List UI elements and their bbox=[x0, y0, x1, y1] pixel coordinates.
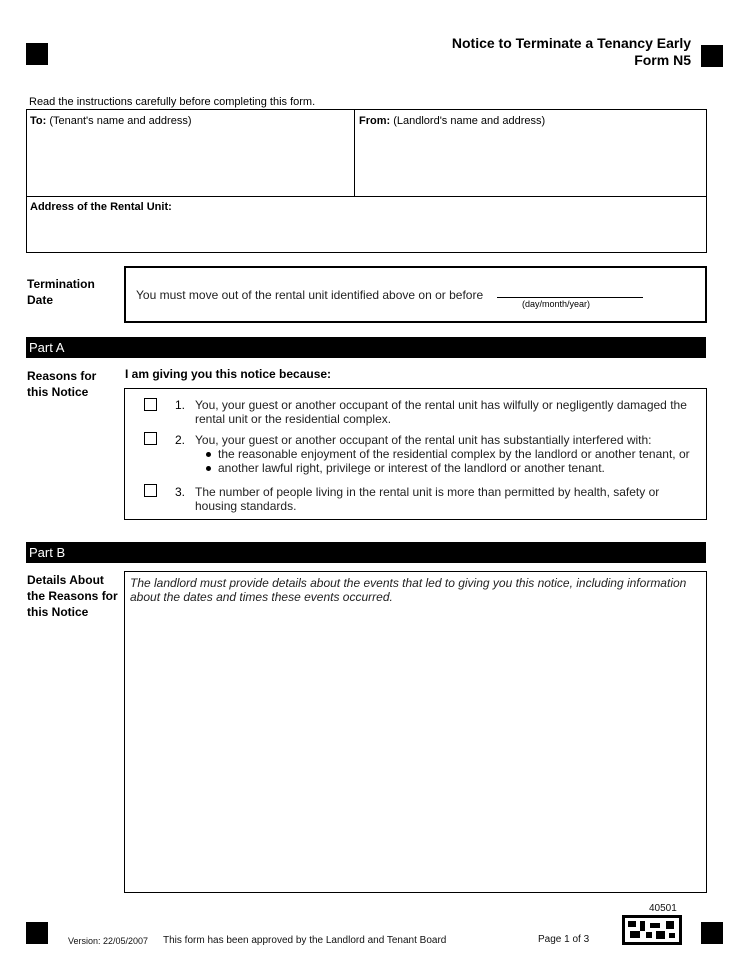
termination-date-text: You must move out of the rental unit identified above on or before bbox=[136, 288, 484, 302]
form-title-line2: Form N5 bbox=[634, 52, 691, 68]
page-number: Page 1 of 3 bbox=[538, 934, 590, 945]
reason-2-bullet-2-text: another lawful right, privilege or interest of the landlord or another tenant. bbox=[218, 461, 605, 475]
reason-3-checkbox[interactable] bbox=[144, 484, 157, 497]
instructions-text: Read the instructions carefully before completing this form. bbox=[29, 96, 316, 108]
termination-date-label: Termination Date bbox=[27, 277, 95, 307]
form-title bbox=[452, 35, 691, 69]
details-textarea[interactable] bbox=[124, 571, 707, 893]
reason-2-bullet-1-text: the reasonable enjoyment of the residential complex by the landlord or another tenant, or bbox=[218, 447, 690, 461]
version-text: Version: 22/05/2007 bbox=[68, 936, 149, 946]
part-b-header: Part B bbox=[26, 542, 706, 563]
from-label-hint: (Landlord's name and address) bbox=[390, 115, 546, 127]
termination-date-box bbox=[124, 266, 707, 323]
reason-2-bullet-1 bbox=[206, 452, 211, 457]
reason-1-checkbox[interactable] bbox=[144, 398, 157, 411]
rental-address-label: Address of the Rental Unit: bbox=[30, 201, 172, 213]
to-from-box bbox=[26, 109, 707, 253]
approval-text: This form has been approved by the Landlord and Tenant Board bbox=[163, 935, 447, 946]
barcode-icon bbox=[622, 915, 682, 945]
termination-date-hint: (day/month/year) bbox=[522, 299, 591, 309]
reason-2-checkbox[interactable] bbox=[144, 432, 157, 445]
registration-mark-top-left bbox=[26, 43, 48, 65]
from-label: From: bbox=[359, 115, 391, 127]
details-instruction: The landlord must provide details about the events that led to giving you this notice, including information about the dates and times these events occurred. bbox=[130, 576, 687, 604]
registration-mark-bottom-left bbox=[26, 922, 48, 944]
to-label-hint: (Tenant's name and address) bbox=[46, 115, 192, 127]
form-code: 40501 bbox=[649, 903, 677, 914]
reason-2-number: 2. bbox=[175, 433, 186, 447]
registration-mark-top-right bbox=[701, 45, 723, 67]
reason-1-text: You, your guest or another occupant of the rental unit has wilfully or negligently damaged the rental unit or the residential complex. bbox=[195, 398, 687, 426]
part-a-side-label: Reasons for this Notice bbox=[27, 369, 97, 399]
form-title-line1: Notice to Terminate a Tenancy Early bbox=[451, 35, 691, 51]
from-field[interactable] bbox=[359, 115, 699, 193]
reason-2-text: You, your guest or another occupant of the rental unit has substantially interfered with: bbox=[195, 433, 652, 447]
rental-address-field[interactable] bbox=[30, 201, 700, 249]
to-label: To: bbox=[30, 115, 47, 127]
to-field[interactable] bbox=[30, 115, 350, 193]
reason-2-bullet-2 bbox=[206, 466, 211, 471]
termination-date-input[interactable] bbox=[497, 297, 643, 298]
reason-3-number: 3. bbox=[175, 485, 186, 499]
part-a-header: Part A bbox=[26, 337, 706, 358]
part-b-side-label: Details About the Reasons for this Notice bbox=[27, 573, 118, 619]
part-a-heading: I am giving you this notice because: bbox=[125, 367, 332, 381]
reason-1-number: 1. bbox=[175, 398, 186, 412]
registration-mark-bottom-right bbox=[701, 922, 723, 944]
reasons-box bbox=[124, 388, 707, 520]
reason-3-text: The number of people living in the rental unit is more than permitted by health, safety or housing standards. bbox=[195, 485, 660, 513]
